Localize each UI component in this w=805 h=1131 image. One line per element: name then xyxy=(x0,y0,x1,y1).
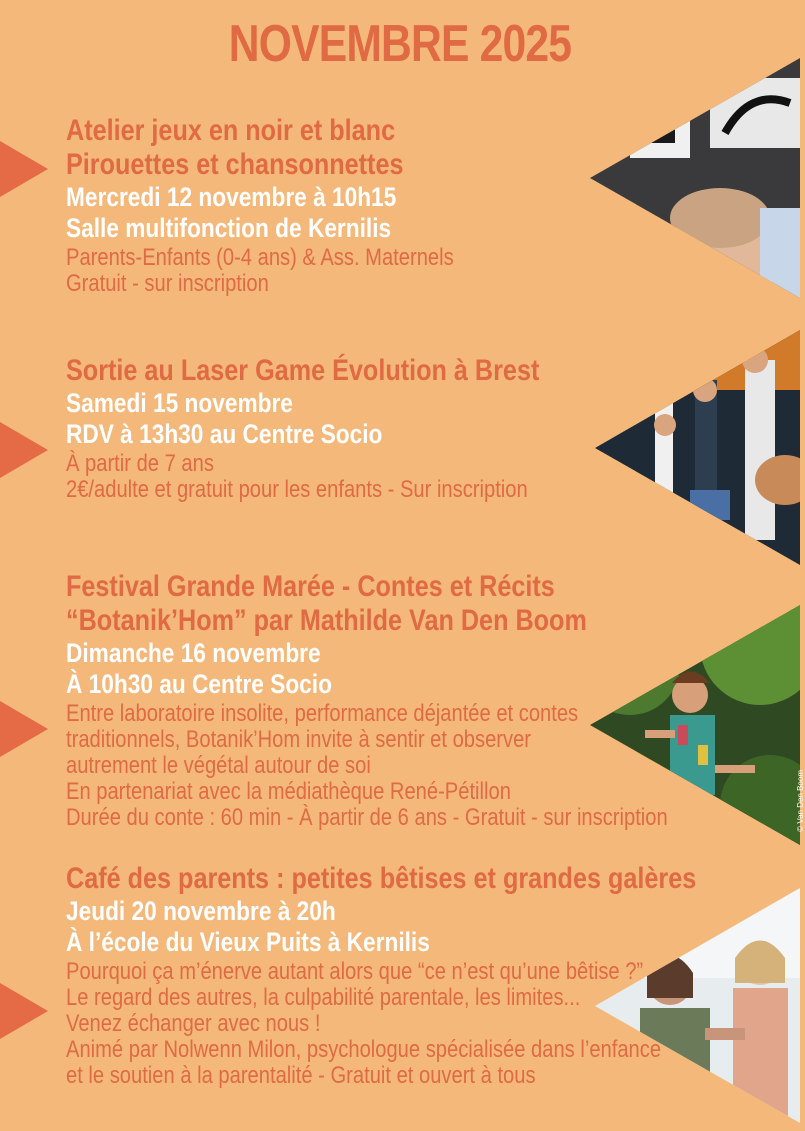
event-detail: et le soutien à la parentalité - Gratuit et ouvert à tous xyxy=(66,1062,536,1089)
event-1-photo xyxy=(590,58,800,298)
event-detail: Le regard des autres, la culpabilité parentale, les limites... xyxy=(66,984,581,1011)
arrow-marker xyxy=(0,422,48,478)
event-heading: “Botanik’Hom” par Mathilde Van Den Boom xyxy=(66,604,587,637)
event-detail: autrement le végétal autour de soi xyxy=(66,752,371,779)
event-4-photo xyxy=(595,888,800,1123)
event-location: RDV à 13h30 au Centre Socio xyxy=(66,419,383,449)
event-detail: Pourquoi ça m’énerve autant alors que “ce n’est qu’une bêtise ?” xyxy=(66,958,644,985)
event-heading: Café des parents : petites bêtises et grandes galères xyxy=(66,862,697,895)
event-location: À 10h30 au Centre Socio xyxy=(66,669,332,699)
event-heading: Pirouettes et chansonnettes xyxy=(66,148,404,181)
event-detail: Venez échanger avec nous ! xyxy=(66,1010,321,1037)
event-detail: Durée du conte : 60 min - À partir de 6 ans - Gratuit - sur inscription xyxy=(66,804,668,831)
event-detail: traditionnels, Botanik’Hom invite à sentir et observer xyxy=(66,726,532,753)
event-detail: En partenariat avec la médiathèque René-Pétillon xyxy=(66,778,511,805)
event-2-photo xyxy=(595,330,800,565)
event-detail: 2€/adulte et gratuit pour les enfants - Sur inscription xyxy=(66,476,528,503)
event-3-photo xyxy=(590,605,800,845)
arrow-marker xyxy=(0,701,48,757)
event-detail: Entre laboratoire insolite, performance déjantée et contes xyxy=(66,700,579,727)
page-title: NOVEMBRE 2025 xyxy=(228,15,572,73)
event-date: Mercredi 12 novembre à 10h15 xyxy=(66,182,397,212)
event-heading: Atelier jeux en noir et blanc xyxy=(66,114,396,147)
event-location: Salle multifonction de Kernilis xyxy=(66,213,392,243)
event-detail: Animé par Nolwenn Milon, psychologue spécialisée dans l’enfance xyxy=(66,1036,662,1063)
event-detail: Parents-Enfants (0-4 ans) & Ass. Maternels xyxy=(66,244,454,271)
arrow-marker xyxy=(0,983,48,1039)
photo-credit: © Van Den Boom xyxy=(796,770,805,832)
event-date: Dimanche 16 novembre xyxy=(66,638,321,668)
event-heading: Festival Grande Marée - Contes et Récits xyxy=(66,570,555,603)
event-location: À l’école du Vieux Puits à Kernilis xyxy=(66,927,430,957)
event-detail: Gratuit - sur inscription xyxy=(66,270,269,297)
arrow-marker xyxy=(0,141,48,197)
event-heading: Sortie au Laser Game Évolution à Brest xyxy=(66,354,540,387)
event-detail: À partir de 7 ans xyxy=(66,450,214,477)
event-date: Jeudi 20 novembre à 20h xyxy=(66,896,336,926)
event-date: Samedi 15 novembre xyxy=(66,388,293,418)
